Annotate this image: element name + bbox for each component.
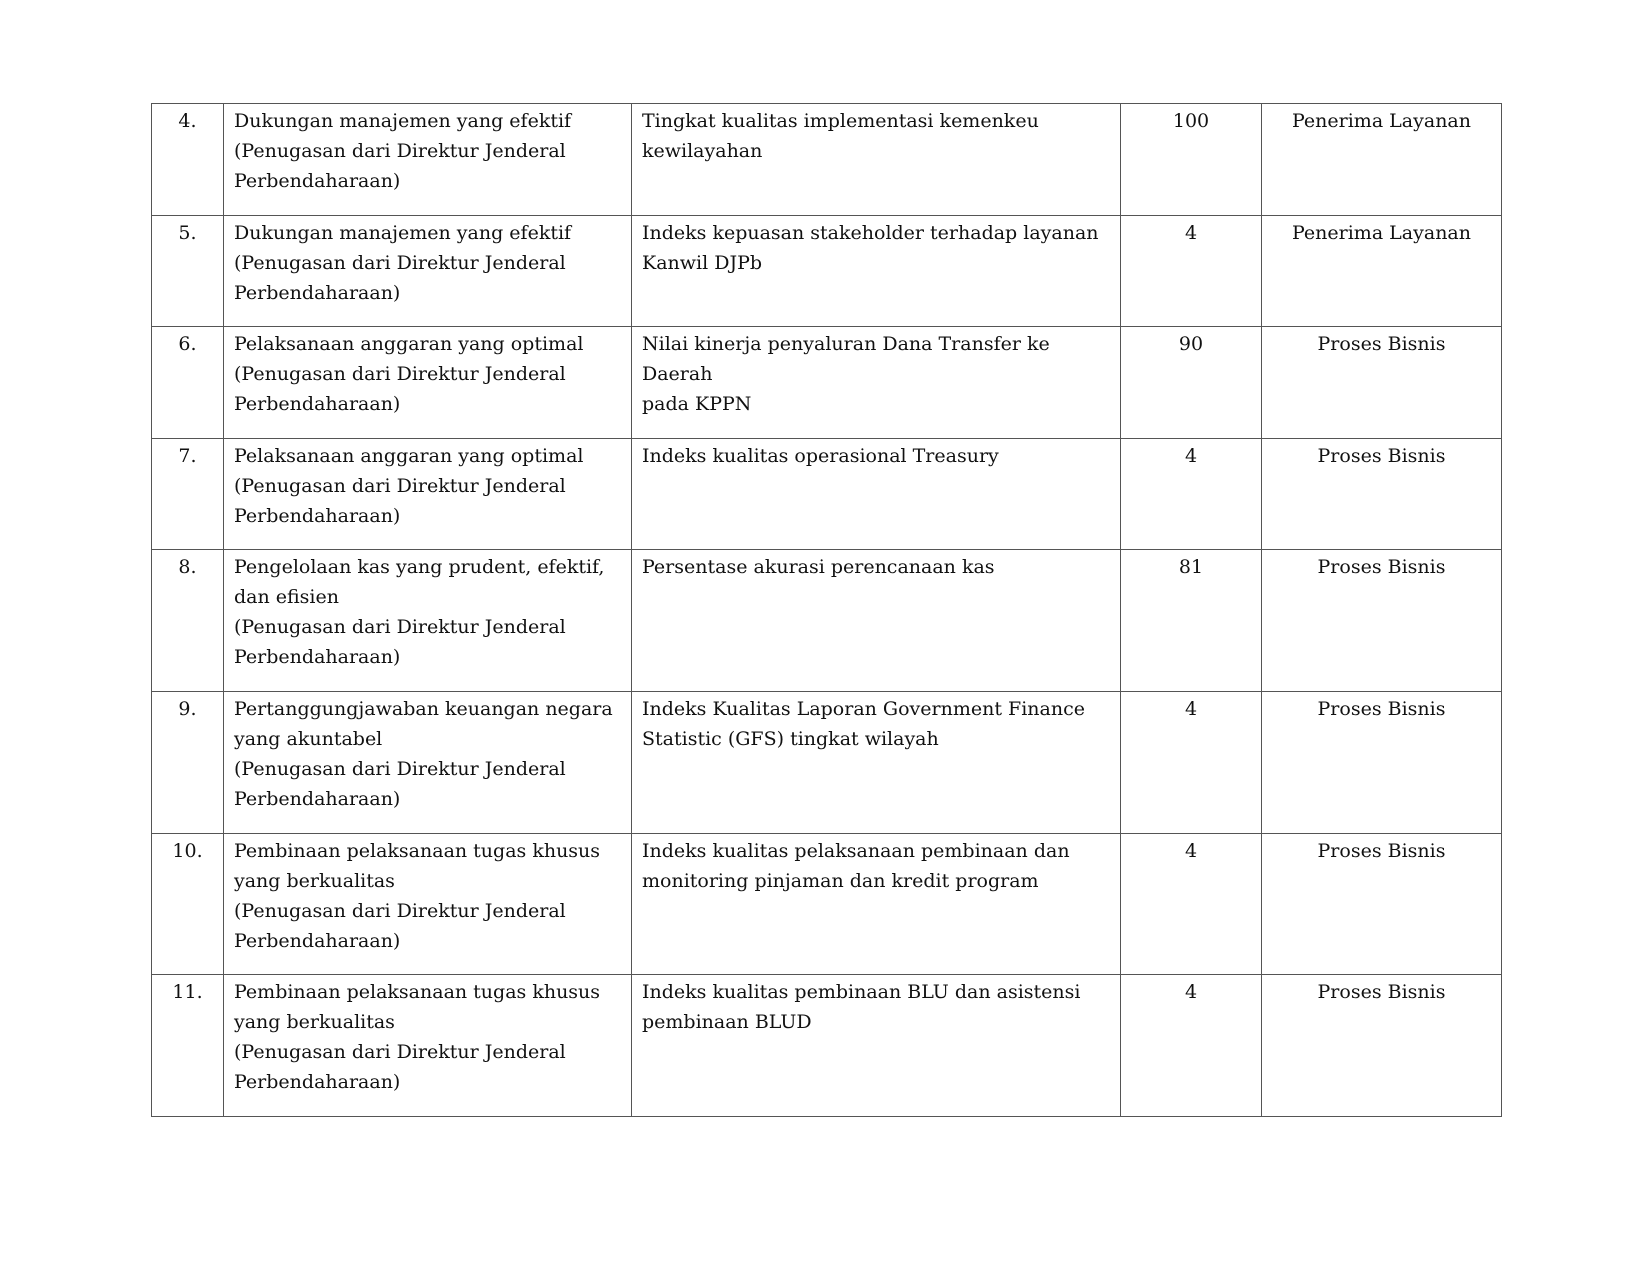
objective-cell	[224, 439, 632, 550]
objective-line: Pengelolaan kas yang prudent, efektif,	[234, 556, 605, 578]
indicator-cell	[632, 692, 1121, 834]
objective-line: Perbendaharaan)	[234, 930, 401, 952]
table-row	[152, 692, 1502, 834]
objective-line: Perbendaharaan)	[234, 788, 401, 810]
indicator-line: Persentase akurasi perencanaan kas	[642, 556, 995, 578]
indicator-cell	[632, 975, 1121, 1117]
objective-line: (Penugasan dari Direktur Jenderal	[234, 252, 566, 274]
row-number: 7.	[152, 439, 224, 550]
objective-line: yang berkualitas	[234, 1011, 395, 1033]
table-body	[152, 104, 1502, 1117]
indicator-line: kewilayahan	[642, 140, 763, 162]
objective-line: yang berkualitas	[234, 870, 395, 892]
target-value: 4	[1121, 692, 1262, 834]
indicator-line: monitoring pinjaman dan kredit program	[642, 870, 1039, 892]
perspective-label: Proses Bisnis	[1262, 439, 1502, 550]
indicator-line: Kanwil DJPb	[642, 252, 763, 274]
objective-line: dan efisien	[234, 586, 339, 608]
objective-line: Dukungan manajemen yang efektif	[234, 110, 572, 132]
row-number: 6.	[152, 327, 224, 439]
target-value: 4	[1121, 439, 1262, 550]
row-number: 11.	[152, 975, 224, 1117]
objective-line: Pembinaan pelaksanaan tugas khusus	[234, 981, 601, 1003]
objective-line: (Penugasan dari Direktur Jenderal	[234, 758, 566, 780]
objective-line: Perbendaharaan)	[234, 282, 401, 304]
indicator-line: Indeks Kualitas Laporan Government Finance	[642, 698, 1085, 720]
objective-cell	[224, 327, 632, 439]
objective-line: Perbendaharaan)	[234, 170, 401, 192]
perspective-label: Penerima Layanan	[1262, 104, 1502, 216]
target-value: 4	[1121, 834, 1262, 975]
indicator-cell	[632, 327, 1121, 439]
objective-cell	[224, 834, 632, 975]
row-number: 8.	[152, 550, 224, 692]
indicator-line: Nilai kinerja penyaluran Dana Transfer ke Daerah	[642, 333, 1050, 385]
objective-line: Perbendaharaan)	[234, 505, 401, 527]
objective-line: (Penugasan dari Direktur Jenderal	[234, 900, 566, 922]
row-number: 4.	[152, 104, 224, 216]
perspective-label: Penerima Layanan	[1262, 216, 1502, 327]
indicator-cell	[632, 104, 1121, 216]
objective-cell	[224, 104, 632, 216]
objective-line: (Penugasan dari Direktur Jenderal	[234, 140, 566, 162]
target-value: 4	[1121, 216, 1262, 327]
objective-line: (Penugasan dari Direktur Jenderal	[234, 363, 566, 385]
indicator-line: pembinaan BLUD	[642, 1011, 812, 1033]
indicator-line: Indeks kualitas operasional Treasury	[642, 445, 999, 467]
row-number: 9.	[152, 692, 224, 834]
table-row	[152, 439, 1502, 550]
indicator-cell	[632, 439, 1121, 550]
indicator-line: Tingkat kualitas implementasi kemenkeu	[642, 110, 1039, 132]
objective-cell	[224, 550, 632, 692]
perspective-label: Proses Bisnis	[1262, 550, 1502, 692]
objective-cell	[224, 216, 632, 327]
target-value: 100	[1121, 104, 1262, 216]
objective-line: Pembinaan pelaksanaan tugas khusus	[234, 840, 601, 862]
table-row	[152, 834, 1502, 975]
row-number: 5.	[152, 216, 224, 327]
table-row	[152, 975, 1502, 1117]
indicator-cell	[632, 550, 1121, 692]
objective-line: Pelaksanaan anggaran yang optimal	[234, 445, 584, 467]
indicator-line: Indeks kualitas pembinaan BLU dan asistensi	[642, 981, 1081, 1003]
objective-cell	[224, 692, 632, 834]
perspective-label: Proses Bisnis	[1262, 692, 1502, 834]
objective-line: Dukungan manajemen yang efektif	[234, 222, 572, 244]
indicator-cell	[632, 834, 1121, 975]
target-value: 90	[1121, 327, 1262, 439]
objective-line: Perbendaharaan)	[234, 646, 401, 668]
indicator-cell	[632, 216, 1121, 327]
performance-indicator-table	[151, 103, 1502, 1117]
table-row	[152, 104, 1502, 216]
objective-line: Perbendaharaan)	[234, 393, 401, 415]
indicator-line: Indeks kepuasan stakeholder terhadap layanan	[642, 222, 1099, 244]
objective-cell	[224, 975, 632, 1117]
table-row	[152, 327, 1502, 439]
indicator-line: pada KPPN	[642, 393, 752, 415]
objective-line: (Penugasan dari Direktur Jenderal	[234, 475, 566, 497]
target-value: 81	[1121, 550, 1262, 692]
indicator-line: Indeks kualitas pelaksanaan pembinaan dan	[642, 840, 1070, 862]
objective-line: (Penugasan dari Direktur Jenderal	[234, 616, 566, 638]
indicator-line: Statistic (GFS) tingkat wilayah	[642, 728, 939, 750]
perspective-label: Proses Bisnis	[1262, 834, 1502, 975]
objective-line: Pelaksanaan anggaran yang optimal	[234, 333, 584, 355]
table-row	[152, 550, 1502, 692]
perspective-label: Proses Bisnis	[1262, 975, 1502, 1117]
objective-line: yang akuntabel	[234, 728, 383, 750]
objective-line: (Penugasan dari Direktur Jenderal	[234, 1041, 566, 1063]
target-value: 4	[1121, 975, 1262, 1117]
objective-line: Perbendaharaan)	[234, 1071, 401, 1093]
table-row	[152, 216, 1502, 327]
perspective-label: Proses Bisnis	[1262, 327, 1502, 439]
objective-line: Pertanggungjawaban keuangan negara	[234, 698, 613, 720]
row-number: 10.	[152, 834, 224, 975]
